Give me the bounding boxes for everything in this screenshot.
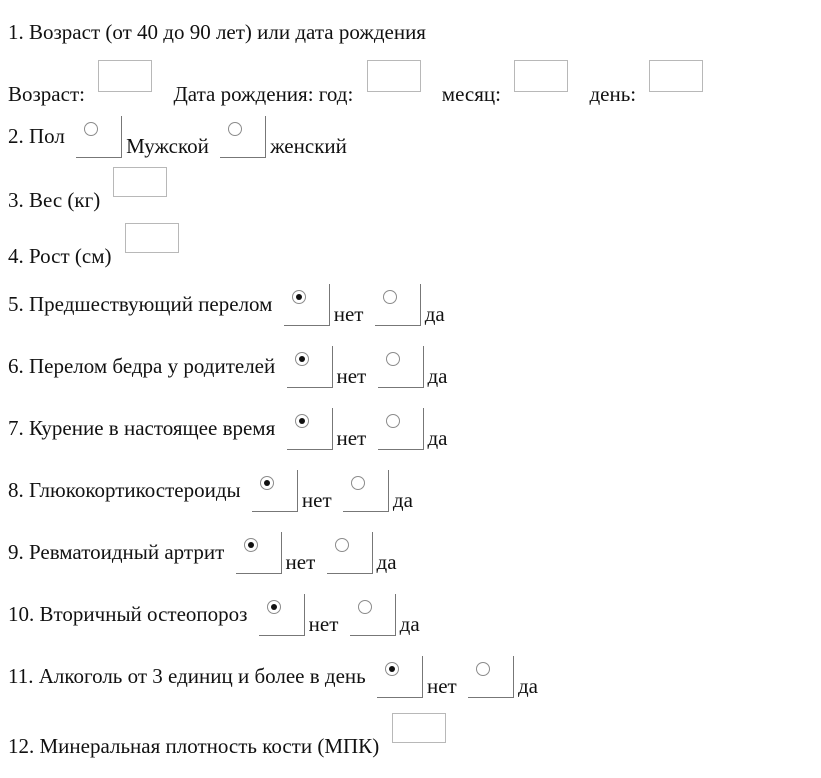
question-3-row: [8, 185, 173, 215]
question-8-row: [8, 468, 413, 512]
age-label: Возраст:: [8, 81, 85, 106]
birth-day-label: день:: [589, 81, 637, 106]
q11-no-radio[interactable]: [385, 662, 399, 676]
sex-male-radio-box[interactable]: [76, 114, 122, 158]
sex-female-radio-box[interactable]: [220, 114, 266, 158]
q10-yes-radio[interactable]: [358, 600, 372, 614]
birth-year-label: Дата рождения: год:: [173, 81, 354, 106]
q9-no-radio[interactable]: [244, 538, 258, 552]
birth-month-label: месяц:: [441, 81, 501, 106]
q7-no-radio[interactable]: [295, 414, 309, 428]
question-11-row: [8, 654, 538, 698]
weight-input[interactable]: [113, 167, 167, 197]
question-2-row: [8, 114, 347, 158]
q5-yes-radio[interactable]: [383, 290, 397, 304]
question-1-title: [8, 22, 426, 43]
question-12-row: [8, 731, 452, 761]
question-12-label: 12. Минеральная плотность кости (МПК): [8, 733, 380, 758]
q9-yes-radio-box[interactable]: [327, 530, 373, 574]
q5-no-radio[interactable]: [292, 290, 306, 304]
q9-yes-label: да: [376, 549, 397, 574]
question-10-label: 10. Вторичный остеопороз: [8, 601, 248, 626]
q6-yes-label: да: [427, 363, 448, 388]
question-7-row: [8, 406, 448, 450]
question-5-label: 5. Предшествующий перелом: [8, 291, 273, 316]
q7-yes-radio[interactable]: [386, 414, 400, 428]
question-3-label: 3. Вес (кг): [8, 187, 101, 212]
q10-no-radio-box[interactable]: [259, 592, 305, 636]
q9-yes-radio[interactable]: [335, 538, 349, 552]
question-9-label: 9. Ревматоидный артрит: [8, 539, 225, 564]
question-2-label: 2. Пол: [8, 123, 65, 148]
question-1-label: 1. Возраст (от 40 до 90 лет) или дата рождения: [8, 20, 426, 44]
question-8-label: 8. Глюкокортикостероиды: [8, 477, 241, 502]
q8-no-radio[interactable]: [260, 476, 274, 490]
q5-no-label: нет: [333, 301, 364, 326]
height-input[interactable]: [125, 223, 179, 253]
sex-female-radio[interactable]: [228, 122, 242, 136]
q11-no-radio-box[interactable]: [377, 654, 423, 698]
q5-no-radio-box[interactable]: [284, 282, 330, 326]
question-4-label: 4. Рост (см): [8, 243, 112, 268]
question-6-label: 6. Перелом бедра у родителей: [8, 353, 276, 378]
bmd-input[interactable]: [392, 713, 446, 743]
question-1-fields: [8, 78, 709, 110]
q8-no-radio-box[interactable]: [252, 468, 298, 512]
q7-yes-radio-box[interactable]: [378, 406, 424, 450]
q7-no-radio-box[interactable]: [287, 406, 333, 450]
sex-female-label: женский: [270, 133, 347, 158]
sex-male-label: Мужской: [126, 133, 209, 158]
sex-male-radio[interactable]: [84, 122, 98, 136]
question-11-label: 11. Алкоголь от 3 единиц и более в день: [8, 663, 366, 688]
q11-yes-label: да: [517, 673, 538, 698]
q10-no-radio[interactable]: [267, 600, 281, 614]
q6-no-label: нет: [336, 363, 367, 388]
q5-yes-label: да: [424, 301, 445, 326]
question-5-row: [8, 282, 445, 326]
q11-yes-radio[interactable]: [476, 662, 490, 676]
q7-no-label: нет: [336, 425, 367, 450]
q9-no-radio-box[interactable]: [236, 530, 282, 574]
question-4-row: [8, 241, 185, 271]
q7-yes-label: да: [427, 425, 448, 450]
birth-day-input[interactable]: [649, 60, 703, 92]
question-6-row: [8, 344, 448, 388]
q10-yes-radio-box[interactable]: [350, 592, 396, 636]
q10-no-label: нет: [308, 611, 339, 636]
q6-no-radio-box[interactable]: [287, 344, 333, 388]
q6-yes-radio-box[interactable]: [378, 344, 424, 388]
question-7-label: 7. Курение в настоящее время: [8, 415, 276, 440]
q9-no-label: нет: [285, 549, 316, 574]
birth-year-input[interactable]: [367, 60, 421, 92]
q6-yes-radio[interactable]: [386, 352, 400, 366]
question-10-row: [8, 592, 420, 636]
q11-no-label: нет: [426, 673, 457, 698]
q8-yes-radio-box[interactable]: [343, 468, 389, 512]
q8-no-label: нет: [301, 487, 332, 512]
q6-no-radio[interactable]: [295, 352, 309, 366]
q8-yes-radio[interactable]: [351, 476, 365, 490]
birth-month-input[interactable]: [514, 60, 568, 92]
q10-yes-label: да: [399, 611, 420, 636]
q5-yes-radio-box[interactable]: [375, 282, 421, 326]
q11-yes-radio-box[interactable]: [468, 654, 514, 698]
question-9-row: [8, 530, 397, 574]
q8-yes-label: да: [392, 487, 413, 512]
age-input[interactable]: [98, 60, 152, 92]
